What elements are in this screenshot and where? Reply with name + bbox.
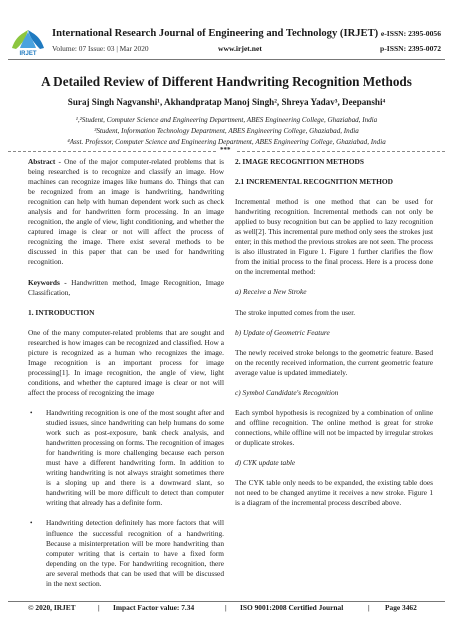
- step-text: The newly received stroke belongs to the geometric feature. Based on the recently received information, the current geometric feature average value is updated immediately.: [235, 347, 433, 377]
- journal-name: International Research Journal of Engineering and Technology (IRJET): [52, 28, 379, 39]
- spacer: [235, 167, 433, 177]
- separator-line-left: [8, 151, 216, 152]
- affiliation-2: ³Student, Information Technology Department, ABES Engineering College, Ghaziabad, India: [94, 127, 359, 135]
- footer-divider: [8, 601, 445, 602]
- separator-stars: ***: [220, 146, 231, 154]
- footer-page-number: Page 3462: [385, 603, 417, 612]
- spacer: [235, 398, 433, 408]
- footer-separator: |: [368, 603, 370, 612]
- abstract-label: Abstract -: [28, 157, 61, 166]
- journal-header: [0, 0, 453, 62]
- volume-issue: Volume: 07 Issue: 03 | Mar 2020: [52, 44, 149, 53]
- step-label: c) Symbol Candidate's Recognition: [235, 387, 339, 397]
- spacer: [28, 398, 224, 408]
- keywords-label: Keywords -: [28, 277, 67, 287]
- bullet-icon: •: [30, 519, 33, 528]
- title-separator: [8, 147, 445, 155]
- header-divider: [8, 59, 445, 60]
- abstract-text: One of the major computer-related problems that is being researched is to recognize and classify an image. How machines can recognize images like humans do. Things that can be recognized from an image is handwriting, handwriting recognition can help with human dependent work such as check analysis and for handwritten form processing. In an image recognition, the angle of view, light conditioning, and whether the captured image is clear or not will affect the process of recognizing the image. There exist several methods to be discussed in this paper that can be used for handwriting recognition.: [28, 157, 225, 267]
- section-heading-image-recognition: 2. IMAGE RECOGNITION METHODS: [235, 157, 364, 166]
- pissn: p-ISSN: 2395-0072: [380, 44, 441, 53]
- spacer: [235, 187, 433, 197]
- bullet-item: [28, 408, 224, 508]
- left-column: [28, 157, 224, 589]
- logo-text: IRJET: [19, 51, 37, 56]
- introduction-text: One of the many computer-related problems that are sought and researched is how images can be recognized and classified. How a picture is recognized as a human who recognizes the image. Image recognition is an important process for image processing[1]. In image recognition, the angle of view, light conditions, and whether the captured image is clear or not will affect the process of recognizing the image: [28, 327, 224, 397]
- incremental-intro: Incremental method is one method that can be used for handwriting recognition. Incremental methods can not only be applied to busy recognition but can be applied to lazy recognition as well[2]. This incremental pure method only sees the strokes just enter; in this method the previous strokes are not seen. The process is also illustrated in Figure 1. Figure 1 further clarifies the flow from the initial process to the final process. Here is a process done on the incremental method:: [235, 197, 433, 277]
- affiliation-1: ¹,²Student, Computer Science and Engineering Department, ABES Engineering College, Ghaziabad, India: [75, 116, 378, 124]
- keywords: [28, 278, 224, 298]
- bullet-text: Handwriting recognition is one of the most sought after and studied issues, since handwriting can help humans do some work such as post-exposure, bank check analysis, and handwritten processing on forms. The recognition of images for handwriting is more challenging because each person must have a different handwriting form. In addition to writing handwriting is not always straight sometimes there is a sloping up and there is a downward slant, so handwriting will be more difficult to detect than computer writing that already has a definite form.: [46, 407, 224, 508]
- step-text: The CYK table only needs to be expanded, the existing table does not need to be changed anytime it receives a new stroke. Figure 1 is a diagram of the incremental process described above.: [235, 478, 433, 508]
- affiliation-3: ⁴Asst. Professor, Computer Science and Engineering Department, ABES Engineering College, Ghaziabad, India: [67, 138, 386, 146]
- right-column: [235, 157, 433, 508]
- step-text: The stroke inputted comes from the user.: [235, 307, 356, 317]
- step-label: a) Receive a New Stroke: [235, 287, 307, 297]
- footer-iso: ISO 9001:2008 Certified Journal: [240, 603, 344, 612]
- spacer: [235, 298, 433, 308]
- step-text: Each symbol hypothesis is recognized by a combination of online and offline recognition. The online method is great for stroke connections, while offline will not be impacted by irregular strokes or duplicate strokes.: [235, 407, 433, 447]
- footer-separator: |: [225, 603, 227, 612]
- step-label: d) CYK update table: [235, 457, 296, 467]
- bullet-item: [28, 518, 224, 588]
- spacer: [235, 468, 433, 478]
- spacer: [235, 318, 433, 328]
- spacer: [28, 298, 224, 308]
- spacer: [235, 277, 433, 287]
- footer-impact-factor: Impact Factor value: 7.34: [113, 603, 195, 612]
- step-label: b) Update of Geometric Feature: [235, 327, 330, 337]
- bullet-icon: •: [30, 408, 33, 417]
- subsection-heading-incremental: 2.1 INCREMENTAL RECOGNITION METHOD: [235, 177, 393, 187]
- spacer: [235, 378, 433, 388]
- spacer: [235, 448, 433, 458]
- keywords-text: Handwritten method, Image Recognition, Image Classification,: [28, 277, 224, 297]
- spacer: [235, 338, 433, 348]
- spacer: [28, 508, 224, 518]
- eissn: e-ISSN: 2395-0056: [380, 29, 441, 38]
- author-list: Suraj Singh Nagvanshi¹, Akhandpratap Manoj Singh², Shreya Yadav³, Deepanshi⁴: [67, 97, 386, 107]
- paper-title: A Detailed Review of Different Handwriting Recognition Methods: [41, 74, 412, 89]
- section-heading-introduction: 1. INTRODUCTION: [28, 307, 95, 317]
- abstract: [28, 157, 224, 268]
- separator-line-right: [237, 151, 445, 152]
- irjet-logo-icon: [8, 26, 48, 56]
- spacer: [28, 268, 224, 278]
- journal-website-link[interactable]: www.irjet.net: [218, 44, 262, 53]
- footer-copyright: © 2020, IRJET: [28, 603, 76, 612]
- footer-separator: |: [98, 603, 100, 612]
- spacer: [28, 318, 224, 328]
- bullet-text: Handwriting detection definitely has more factors that will influence the successful recognition of a handwriting. Because a misinterpretation will be more handwriting than computer writing that is certain to have a fixed form depending on the type. For handwriting recognition, there are several methods that can be used that will be discussed in the next section.: [46, 518, 224, 588]
